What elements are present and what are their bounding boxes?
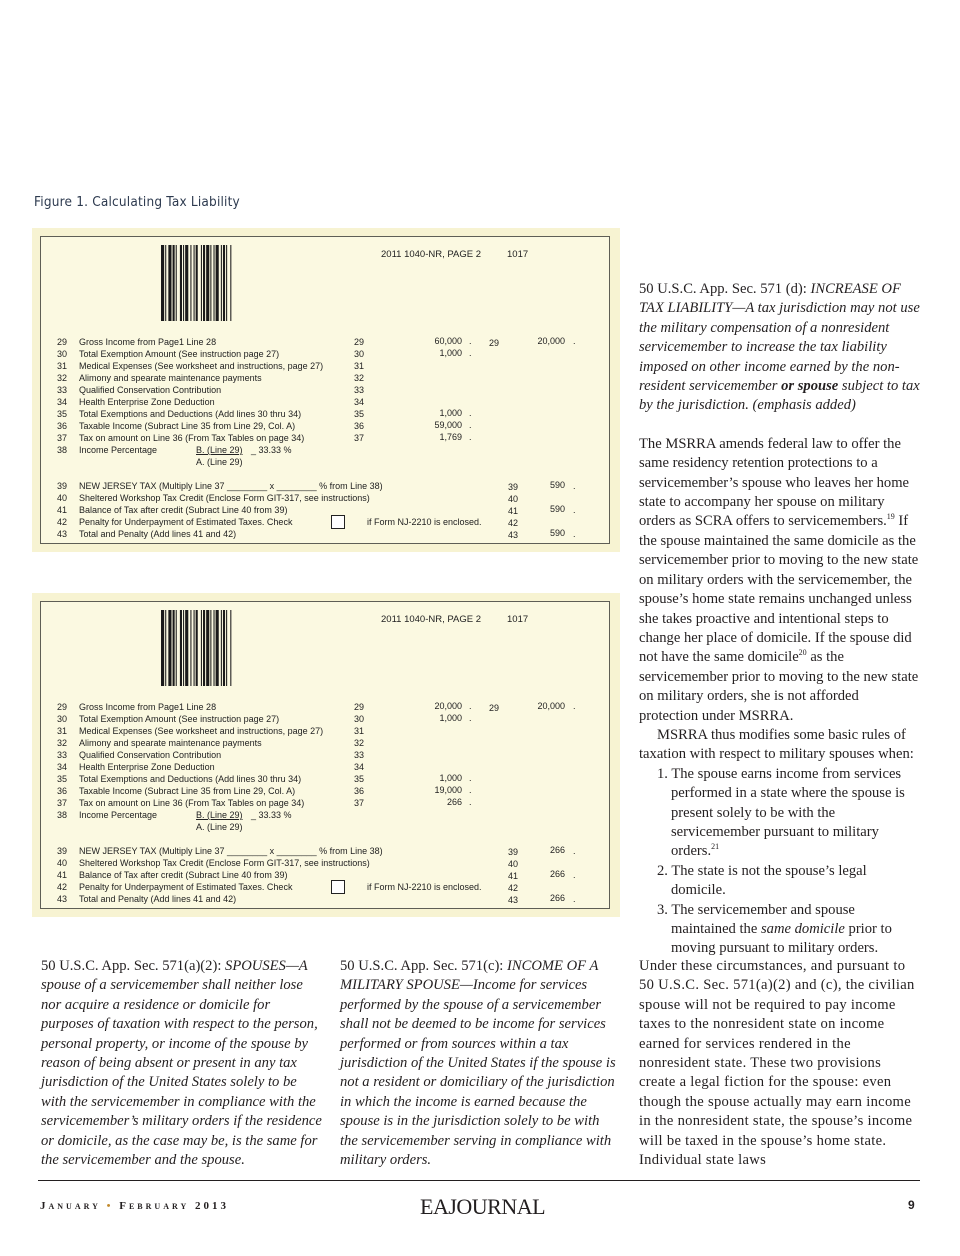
bottom-left-column (41, 957, 323, 1170)
column-b-ref: 29 (489, 338, 500, 348)
enclosed-note: if Form NJ-2210 is enclosed. (367, 517, 482, 527)
line-number: 39 (57, 481, 68, 491)
amount-dot: . (469, 408, 472, 418)
line-ref: 40 (508, 494, 519, 504)
bottom-right-column (639, 957, 921, 1170)
paragraph-rules-intro: MSRRA thus modifies some basic rules of taxation with respect to military spouses when: (639, 726, 914, 763)
percentage-value: _ 33.33 % (251, 445, 292, 455)
line-amount: 590 (549, 504, 565, 514)
line-number: 30 (57, 349, 68, 359)
barcode-image (159, 610, 255, 686)
amount-dot: . (469, 701, 472, 711)
amount-dot: . (469, 713, 472, 723)
line-number: 36 (57, 421, 68, 431)
line-ref: 32 (354, 373, 365, 383)
footnote-ref: 21 (711, 842, 720, 852)
line-label: Qualified Conservation Contribution (79, 385, 222, 395)
line-number: 29 (57, 337, 68, 347)
line-number: 35 (57, 409, 68, 419)
line-number: 42 (57, 517, 68, 527)
amount-dot: . (469, 336, 472, 346)
form-code: 1017 (507, 249, 529, 260)
line-amount: 1,000 (439, 713, 462, 723)
right-column (639, 280, 921, 959)
line-amount: 266 (549, 869, 565, 879)
line-number: 31 (57, 726, 68, 736)
line-amount: 266 (549, 845, 565, 855)
line-label: Taxable Income (Subract Line 35 from Line 29, Col. A) (79, 786, 296, 796)
line-label: Penalty for Underpayment of Estimated Taxes. Check (79, 882, 293, 892)
list-item: 3. The servicemember and spouse maintained the same domicile prior to moving pursuant to military orders. (657, 901, 892, 957)
percentage-denominator: A. (Line 29) (196, 822, 243, 832)
line-label: Alimony and spearate maintenance payments (79, 738, 262, 748)
line-number: 37 (57, 798, 68, 808)
line-ref: 39 (508, 482, 519, 492)
line-label: Balance of Tax after credit (Subract Line 40 from 39) (79, 505, 288, 515)
line-amount: 19,000 (434, 785, 462, 795)
bottom-middle-column (340, 957, 620, 1170)
line-ref: 39 (508, 847, 519, 857)
line-amount: 1,769 (439, 432, 462, 442)
percentage-numerator: B. (Line 29) (196, 810, 243, 820)
percentage-denominator: A. (Line 29) (196, 457, 243, 467)
line-ref: 29 (354, 702, 365, 712)
line-number: 43 (57, 529, 68, 539)
line-ref: 33 (354, 750, 365, 760)
line-label: Medical Expenses (See worksheet and instructions, page 27) (79, 361, 324, 371)
line-ref: 36 (354, 786, 365, 796)
rules-list (639, 765, 921, 959)
line-ref: 36 (354, 421, 365, 431)
line-number: 29 (57, 702, 68, 712)
line-label: Health Enterprise Zone Deduction (79, 762, 215, 772)
footer-rule (38, 1180, 920, 1181)
page-number: 9 (908, 1198, 915, 1212)
amount-dot: . (573, 894, 576, 904)
line-number: 38 (57, 810, 68, 820)
line-number: 34 (57, 397, 68, 407)
line-label: Income Percentage (79, 445, 158, 455)
line-ref: 42 (508, 518, 519, 528)
line-ref: 40 (508, 859, 519, 869)
line-label: Qualified Conservation Contribution (79, 750, 222, 760)
line-number: 32 (57, 373, 68, 383)
line-number: 38 (57, 445, 68, 455)
footnote-ref: 20 (798, 648, 807, 658)
line-ref: 30 (354, 349, 365, 359)
percentage-value: _ 33.33 % (251, 810, 292, 820)
line-label: Tax on amount on Line 36 (From Tax Tables on page 34) (79, 433, 305, 443)
statute-quote-571d: 50 U.S.C. App. Sec. 571 (d): INCREASE OF TAX LIABILITY—A tax jurisdiction may not use the military compensation of a nonresident servicemember to increase the tax liability imposed on other income earned by the non-resident servicemember or spouse subject to tax by the jurisdiction. (emphasis added) (639, 281, 920, 414)
list-item: 2. The state is not the spouse’s legal domicile. (657, 862, 867, 899)
column-b-amount: 20,000 (537, 701, 565, 711)
line-ref: 35 (354, 409, 365, 419)
amount-dot: . (573, 701, 576, 711)
line-label: Tax on amount on Line 36 (From Tax Tables on page 34) (79, 798, 305, 808)
line-label: Balance of Tax after credit (Subract Line 40 from 39) (79, 870, 288, 880)
figure-caption: Figure 1. Calculating Tax Liability (34, 194, 240, 210)
line-ref: 34 (354, 762, 365, 772)
line-amount: 1,000 (439, 348, 462, 358)
line-ref: 30 (354, 714, 365, 724)
barcode-image (159, 245, 255, 321)
line-label: Total and Penalty (Add lines 41 and 42) (79, 529, 237, 539)
form-panel (40, 601, 610, 909)
line-number: 36 (57, 786, 68, 796)
line-amount: 1,000 (439, 408, 462, 418)
issue-date: January • February 2013 (40, 1200, 229, 1212)
line-ref: 29 (354, 337, 365, 347)
line-number: 41 (57, 505, 68, 515)
line-amount: 266 (446, 797, 462, 807)
line-number: 37 (57, 433, 68, 443)
line-ref: 43 (508, 530, 519, 540)
separator-dot: • (106, 1200, 114, 1212)
line-label: Total and Penalty (Add lines 41 and 42) (79, 894, 237, 904)
column-b-amount: 20,000 (537, 336, 565, 346)
line-label: Total Exemption Amount (See instruction page 27) (79, 349, 280, 359)
line-label: NEW JERSEY TAX (Multiply Line 37 ________ x ________ % from Line 38) (79, 846, 383, 856)
line-ref: 43 (508, 895, 519, 905)
journal-logo: EAJOURNAL (420, 1194, 546, 1219)
line-number: 40 (57, 858, 68, 868)
form-title: 2011 1040-NR, PAGE 2 (381, 249, 481, 260)
amount-dot: . (469, 348, 472, 358)
line-label: Alimony and spearate maintenance payments (79, 373, 262, 383)
line-number: 31 (57, 361, 68, 371)
line-amount: 59,000 (434, 420, 462, 430)
amount-dot: . (573, 481, 576, 491)
line-ref: 34 (354, 397, 365, 407)
amount-dot: . (469, 773, 472, 783)
line-ref: 41 (508, 871, 519, 881)
amount-dot: . (469, 420, 472, 430)
amount-dot: . (469, 785, 472, 795)
line-amount: 590 (549, 480, 565, 490)
line-label: Gross Income from Page1 Line 28 (79, 702, 217, 712)
line-label: NEW JERSEY TAX (Multiply Line 37 ________ x ________ % from Line 38) (79, 481, 383, 491)
line-ref: 37 (354, 433, 365, 443)
line-label: Taxable Income (Subract Line 35 from Line 29, Col. A) (79, 421, 296, 431)
line-number: 43 (57, 894, 68, 904)
line-number: 33 (57, 750, 68, 760)
form-panel (40, 236, 610, 544)
line-label: Sheltered Workshop Tax Credit (Enclose Form GIT-317, see instructions) (79, 858, 370, 868)
footnote-ref: 19 (886, 512, 895, 522)
percentage-numerator: B. (Line 29) (196, 445, 243, 455)
line-number: 32 (57, 738, 68, 748)
amount-dot: . (573, 529, 576, 539)
line-label: Gross Income from Page1 Line 28 (79, 337, 217, 347)
line-ref: 41 (508, 506, 519, 516)
line-label: Penalty for Underpayment of Estimated Taxes. Check (79, 517, 293, 527)
amount-dot: . (469, 797, 472, 807)
line-number: 42 (57, 882, 68, 892)
enclosed-note: if Form NJ-2210 is enclosed. (367, 882, 482, 892)
line-number: 40 (57, 493, 68, 503)
line-ref: 33 (354, 385, 365, 395)
amount-dot: . (469, 432, 472, 442)
penalty-checkbox (331, 515, 345, 529)
line-number: 35 (57, 774, 68, 784)
line-number: 33 (57, 385, 68, 395)
line-ref: 37 (354, 798, 365, 808)
line-amount: 20,000 (434, 701, 462, 711)
statute-quote-571c: 50 U.S.C. App. Sec. 571(c): INCOME OF A MILITARY SPOUSE—Income for services performed by the spouse of a servicemember shall not be deemed to be income for services performed or from sources within a tax jurisdiction of the United States if the spouse is not a resident or domiciliary of the jurisdiction in which the income is earned because the spouse is in the jurisdiction solely to be with the servicemember serving in compliance with military orders. (340, 958, 616, 1169)
form-code: 1017 (507, 614, 529, 625)
line-ref: 35 (354, 774, 365, 784)
line-ref: 31 (354, 361, 365, 371)
line-amount: 1,000 (439, 773, 462, 783)
line-amount: 60,000 (434, 336, 462, 346)
list-item: 1. The spouse earns income from services performed in a state where the spouse is present solely to be with the servicemember pursuant to military orders.$^{21}$ (657, 765, 905, 860)
tax-form-2 (32, 593, 620, 917)
tax-form-1 (32, 228, 620, 552)
line-ref: 42 (508, 883, 519, 893)
amount-dot: . (573, 336, 576, 346)
line-label: Income Percentage (79, 810, 158, 820)
column-b-ref: 29 (489, 703, 500, 713)
amount-dot: . (573, 846, 576, 856)
line-label: Medical Expenses (See worksheet and instructions, page 27) (79, 726, 324, 736)
amount-dot: . (573, 505, 576, 515)
line-number: 41 (57, 870, 68, 880)
line-label: Total Exemptions and Deductions (Add lines 30 thru 34) (79, 774, 302, 784)
line-label: Health Enterprise Zone Deduction (79, 397, 215, 407)
line-label: Total Exemption Amount (See instruction page 27) (79, 714, 280, 724)
form-title: 2011 1040-NR, PAGE 2 (381, 614, 481, 625)
line-ref: 32 (354, 738, 365, 748)
line-label: Sheltered Workshop Tax Credit (Enclose Form GIT-317, see instructions) (79, 493, 370, 503)
line-number: 30 (57, 714, 68, 724)
line-ref: 31 (354, 726, 365, 736)
line-number: 39 (57, 846, 68, 856)
paragraph-legal-fiction: Under these circumstances, and pursuant to 50 U.S.C. Sec. 571(a)(2) and (c), the civilian spouse will not be required to pay income taxes to the nonresident state on income earned for services rendered in the nonresident state. These two provisions create a legal fiction for the spouse: even though the spouse actually may earn income in the nonresident state, the spouse’s income will be taxed in the spouse’s home state. Individual state laws (639, 958, 915, 1169)
line-amount: 590 (549, 528, 565, 538)
amount-dot: . (573, 870, 576, 880)
statute-quote-571a2: 50 U.S.C. App. Sec. 571(a)(2): SPOUSES—A spouse of a servicemember shall neither lose nor acquire a residence or domicile for purposes of taxation with respect to the person, personal property, or income of the spouse by reason of being absent or present in any tax jurisdiction of the United States solely to be with the servicemember in compliance with the servicemember’s military orders if the residence or domicile, as the case may be, is the same for the servicemember and the spouse. (41, 958, 322, 1169)
line-label: Total Exemptions and Deductions (Add lines 30 thru 34) (79, 409, 302, 419)
paragraph-msrra: The MSRRA amends federal law to offer the same residency retention protections to a servicemember’s spouse who leaves her home state to accompany her spouse on military orders as SCRA offers to servicemembers.$^{19}$ If the spouse maintained the same domicile as the servicemember prior to moving to the new state on military orders with the servicemember, the spouse’s home state remains unchanged unless she takes proactive and intentional steps to change her place of domicile. If the spouse did not have the same domicile$^{20}$ as the servicemember prior to moving to the new state on military orders, she is not afforded protection under MSRRA. (639, 435, 919, 724)
penalty-checkbox (331, 880, 345, 894)
line-amount: 266 (549, 893, 565, 903)
line-number: 34 (57, 762, 68, 772)
